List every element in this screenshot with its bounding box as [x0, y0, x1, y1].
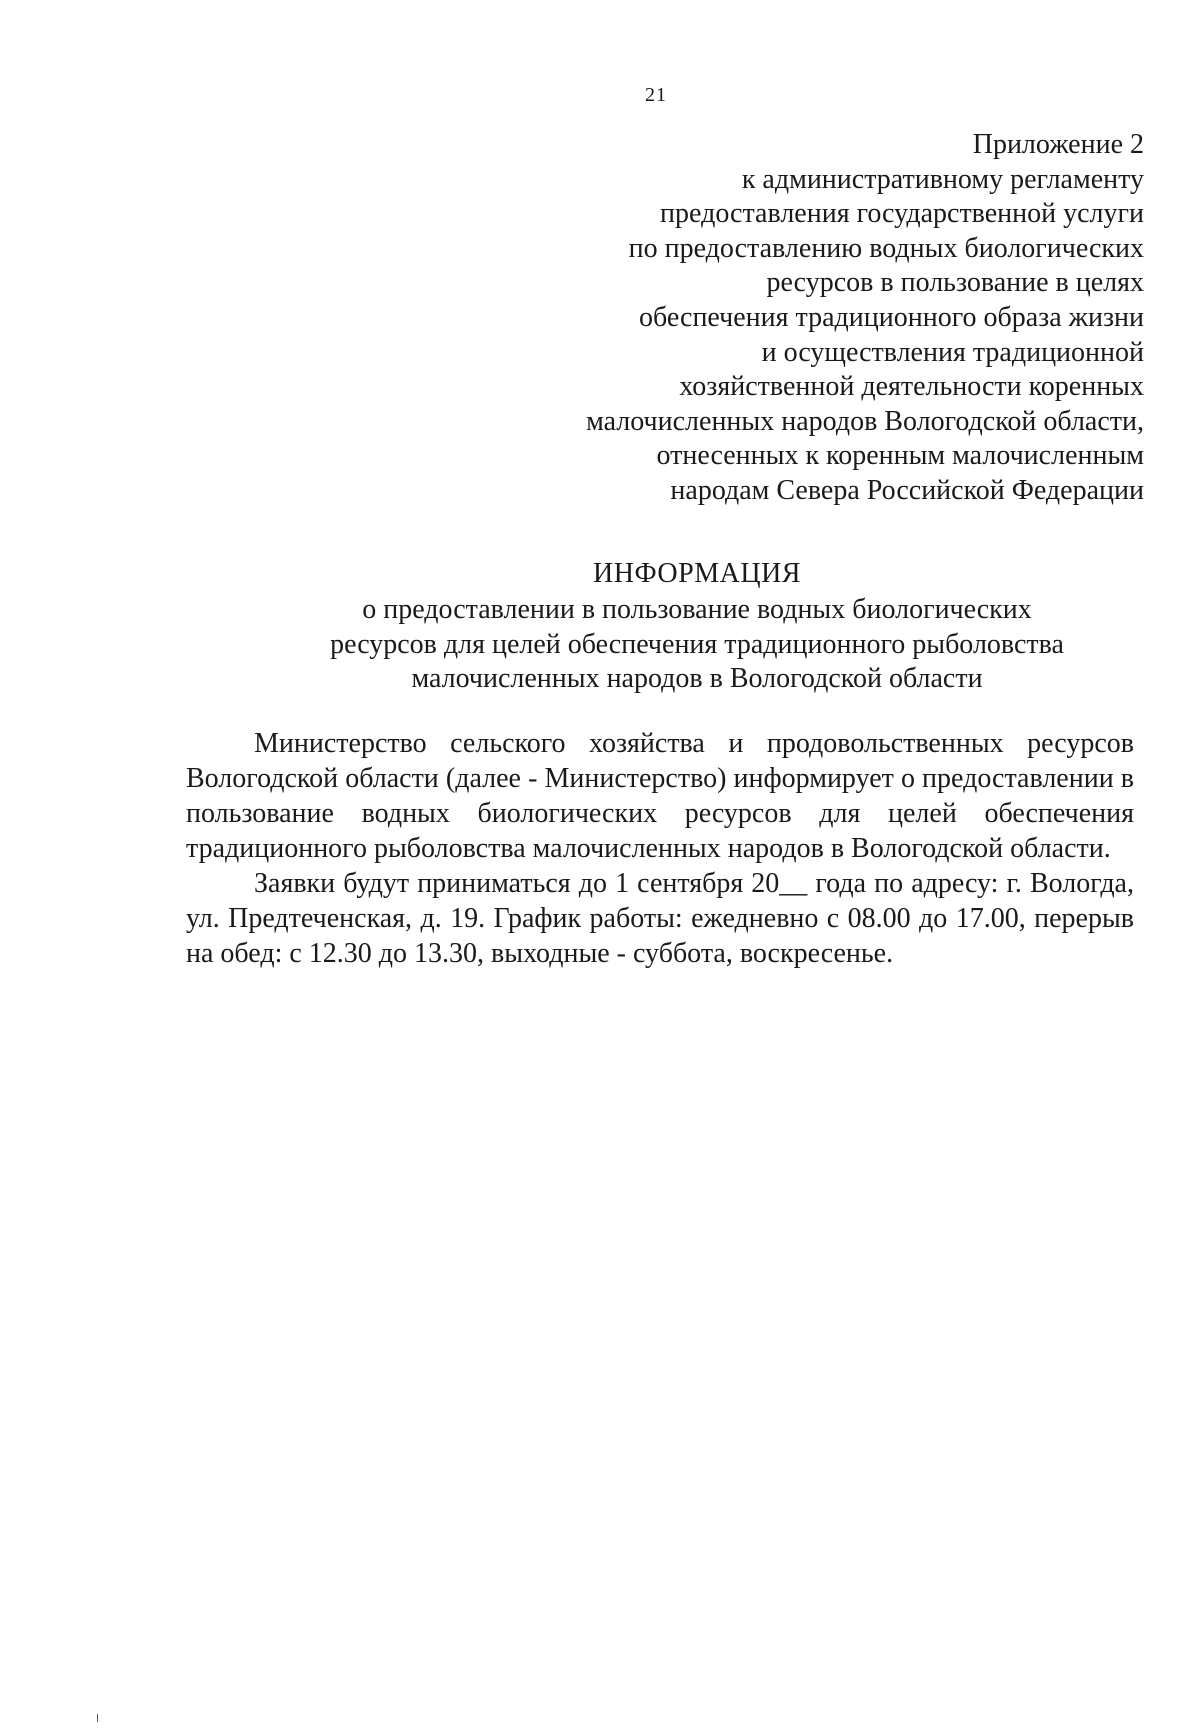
appendix-header: [504, 128, 1144, 509]
appendix-line: хозяйственной деятельности коренных: [679, 371, 1144, 403]
subtitle-line: о предоставлении в пользование водных биологических: [362, 594, 1032, 625]
appendix-line: отнесенных к коренным малочисленным: [656, 440, 1144, 472]
document-subtitle: [0, 593, 1200, 697]
subtitle-line: ресурсов для целей обеспечения традиционного рыболовства: [330, 628, 1064, 660]
scan-mark: [97, 1714, 98, 1722]
appendix-line: к административному регламенту: [741, 163, 1144, 195]
appendix-line: малочисленных народов Вологодской области,: [586, 405, 1144, 437]
page-number: 21: [645, 84, 667, 106]
body-paragraph: Заявки будут приниматься до 1 сентября 20__ года по адресу: г. Вологда, ул. Предтеченская, д. 19. График работы: ежедневно с 08.00 до 17.00, перерыв на обед: с 12.30 до 13.30, выходные - суббота, воскресенье.: [186, 868, 1134, 969]
appendix-line: ресурсов в пользование в целях: [766, 267, 1144, 299]
appendix-line: и осуществления традиционной: [761, 336, 1144, 368]
subtitle-line: малочисленных народов в Вологодской области: [411, 663, 983, 695]
appendix-line: предоставления государственной услуги: [660, 198, 1144, 230]
document-title: ИНФОРМАЦИЯ: [593, 558, 801, 589]
appendix-line: народам Севера Российской Федерации: [670, 474, 1144, 506]
appendix-line: Приложение 2: [972, 129, 1144, 160]
appendix-line: по предоставлению водных биологических: [628, 232, 1144, 264]
appendix-line: обеспечения традиционного образа жизни: [639, 301, 1144, 333]
document-body: [186, 726, 1134, 971]
body-paragraph: Министерство сельского хозяйства и продовольственных ресурсов Вологодской области (далее - Министерство) информирует о предоставлении в пользование водных биологических ресурсов для целей обеспечения традиционного рыболовства малочисленных народов в Вологодской области.: [186, 728, 1134, 864]
